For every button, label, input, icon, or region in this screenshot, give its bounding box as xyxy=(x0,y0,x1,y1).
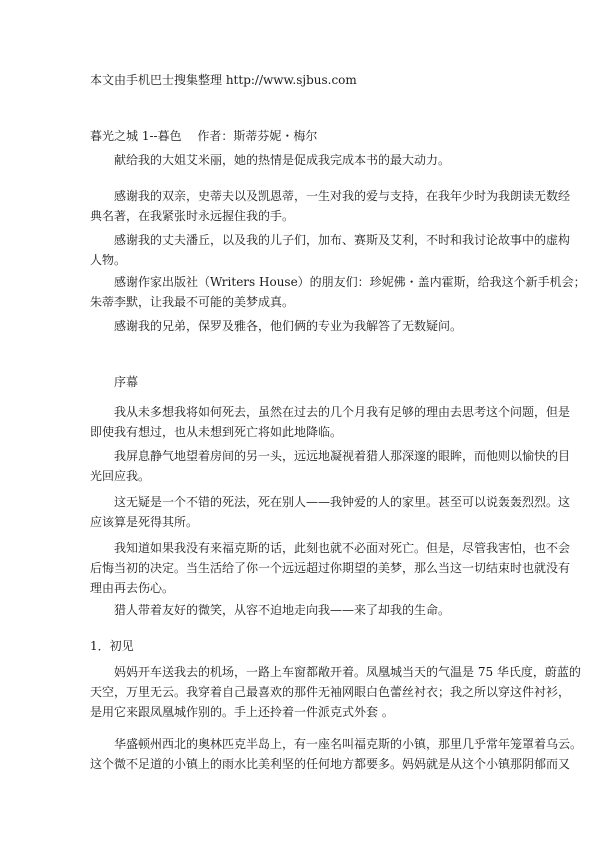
text-line: 这无疑是一个不错的死法，死在别人——我钟爱的人的家里。甚至可以说轰轰烈烈。这 xyxy=(114,495,571,509)
source-note xyxy=(90,72,357,88)
source-note-text: 本文由手机巴士搜集整理 http://www.sjbus.com xyxy=(90,73,357,87)
text-line: 典名著，在我紧张时永远握住我的手。 xyxy=(90,209,295,223)
text-line: 理由再去伤心。 xyxy=(90,581,175,595)
prologue-heading xyxy=(90,372,510,392)
dedication-paragraph-3 xyxy=(90,230,571,270)
text-line: 感谢我的双亲，史蒂夫以及凯恩蒂，一生对我的爱与支持，在我年少时为我朗读无数经 xyxy=(114,189,571,203)
text-line: 感谢我的兄弟，保罗及雅各，他们俩的专业为我解答了无数疑问。 xyxy=(114,319,463,333)
text-line: 猎人带着友好的微笑，从容不迫地走向我——来了却我的生命。 xyxy=(114,603,451,617)
text-line: 献给我的大姐艾米丽，她的热情是促成我完成本书的最大动力。 xyxy=(114,153,451,167)
book-title xyxy=(90,128,317,144)
text-line: 应该算是死得其所。 xyxy=(90,515,199,529)
chapter-heading-text: 1．初见 xyxy=(90,639,134,653)
chapter-paragraph-2 xyxy=(90,734,583,774)
book-title-text: 暮光之城 1--暮色 作者：斯蒂芬妮・梅尔 xyxy=(90,129,318,143)
text-line: 光回应我。 xyxy=(90,469,151,483)
chapter-paragraph-1 xyxy=(90,662,581,722)
text-line: 这个微不足道的小镇上的雨水比美利坚的任何地方都要多。妈妈就是从这个小镇那阴郁而又 xyxy=(90,757,571,771)
prologue-paragraph-5 xyxy=(90,600,510,620)
text-line: 即使我有想过，也从未想到死亡将如此地降临。 xyxy=(90,425,343,439)
text-line: 华盛顿州西北的奥林匹克半岛上，有一座名叫福克斯的小镇，那里几乎常年笼罩着乌云。 xyxy=(114,737,583,751)
text-line: 感谢我的丈夫潘丘，以及我的儿子们，加布、赛斯及艾利，不时和我讨论故事中的虚构 xyxy=(114,233,571,247)
text-line: 朱蒂李默，让我最不可能的美梦成真。 xyxy=(90,295,295,309)
text-line: 天空，万里无云。我穿着自己最喜欢的那件无袖网眼白色蕾丝衬衣；我之所以穿这件衬衫， xyxy=(90,685,571,699)
text-line: 人物。 xyxy=(90,253,127,267)
dedication-paragraph-1 xyxy=(90,150,510,170)
text-line: 感谢作家出版社（Writers House）的朋友们：珍妮佛・盖内霍斯，给我这个新手机会； xyxy=(114,275,586,289)
text-line: 妈妈开车送我去的机场，一路上车窗都敞开着。凤凰城当天的气温是 75 华氏度，蔚蓝的 xyxy=(114,665,581,679)
dedication-paragraph-2 xyxy=(90,186,571,226)
text-line: 我知道如果我没有来福克斯的话，此刻也就不必面对死亡。但是，尽管我害怕，也不会 xyxy=(114,541,571,555)
prologue-paragraph-4 xyxy=(90,538,571,598)
prologue-paragraph-1 xyxy=(90,402,571,442)
dedication-paragraph-4 xyxy=(90,272,586,312)
chapter-heading xyxy=(90,636,510,656)
prologue-heading-text: 序幕 xyxy=(114,375,139,389)
prologue-paragraph-2 xyxy=(90,446,571,486)
text-line: 是用它来跟凤凰城作别的。手上还拎着一件派克式外套 。 xyxy=(90,705,394,719)
text-line: 我从未多想我将如何死去，虽然在过去的几个月我有足够的理由去思考这个问题，但是 xyxy=(114,405,571,419)
text-line: 我屏息静气地望着房间的另一头，远远地凝视着猎人那深邃的眼眸，而他则以愉快的目 xyxy=(114,449,571,463)
text-line: 后悔当初的决定。当生活给了你一个远远超过你期望的美梦，那么当这一切结束时也就没有 xyxy=(90,561,571,575)
dedication-paragraph-5 xyxy=(90,316,510,336)
prologue-paragraph-3 xyxy=(90,492,571,532)
